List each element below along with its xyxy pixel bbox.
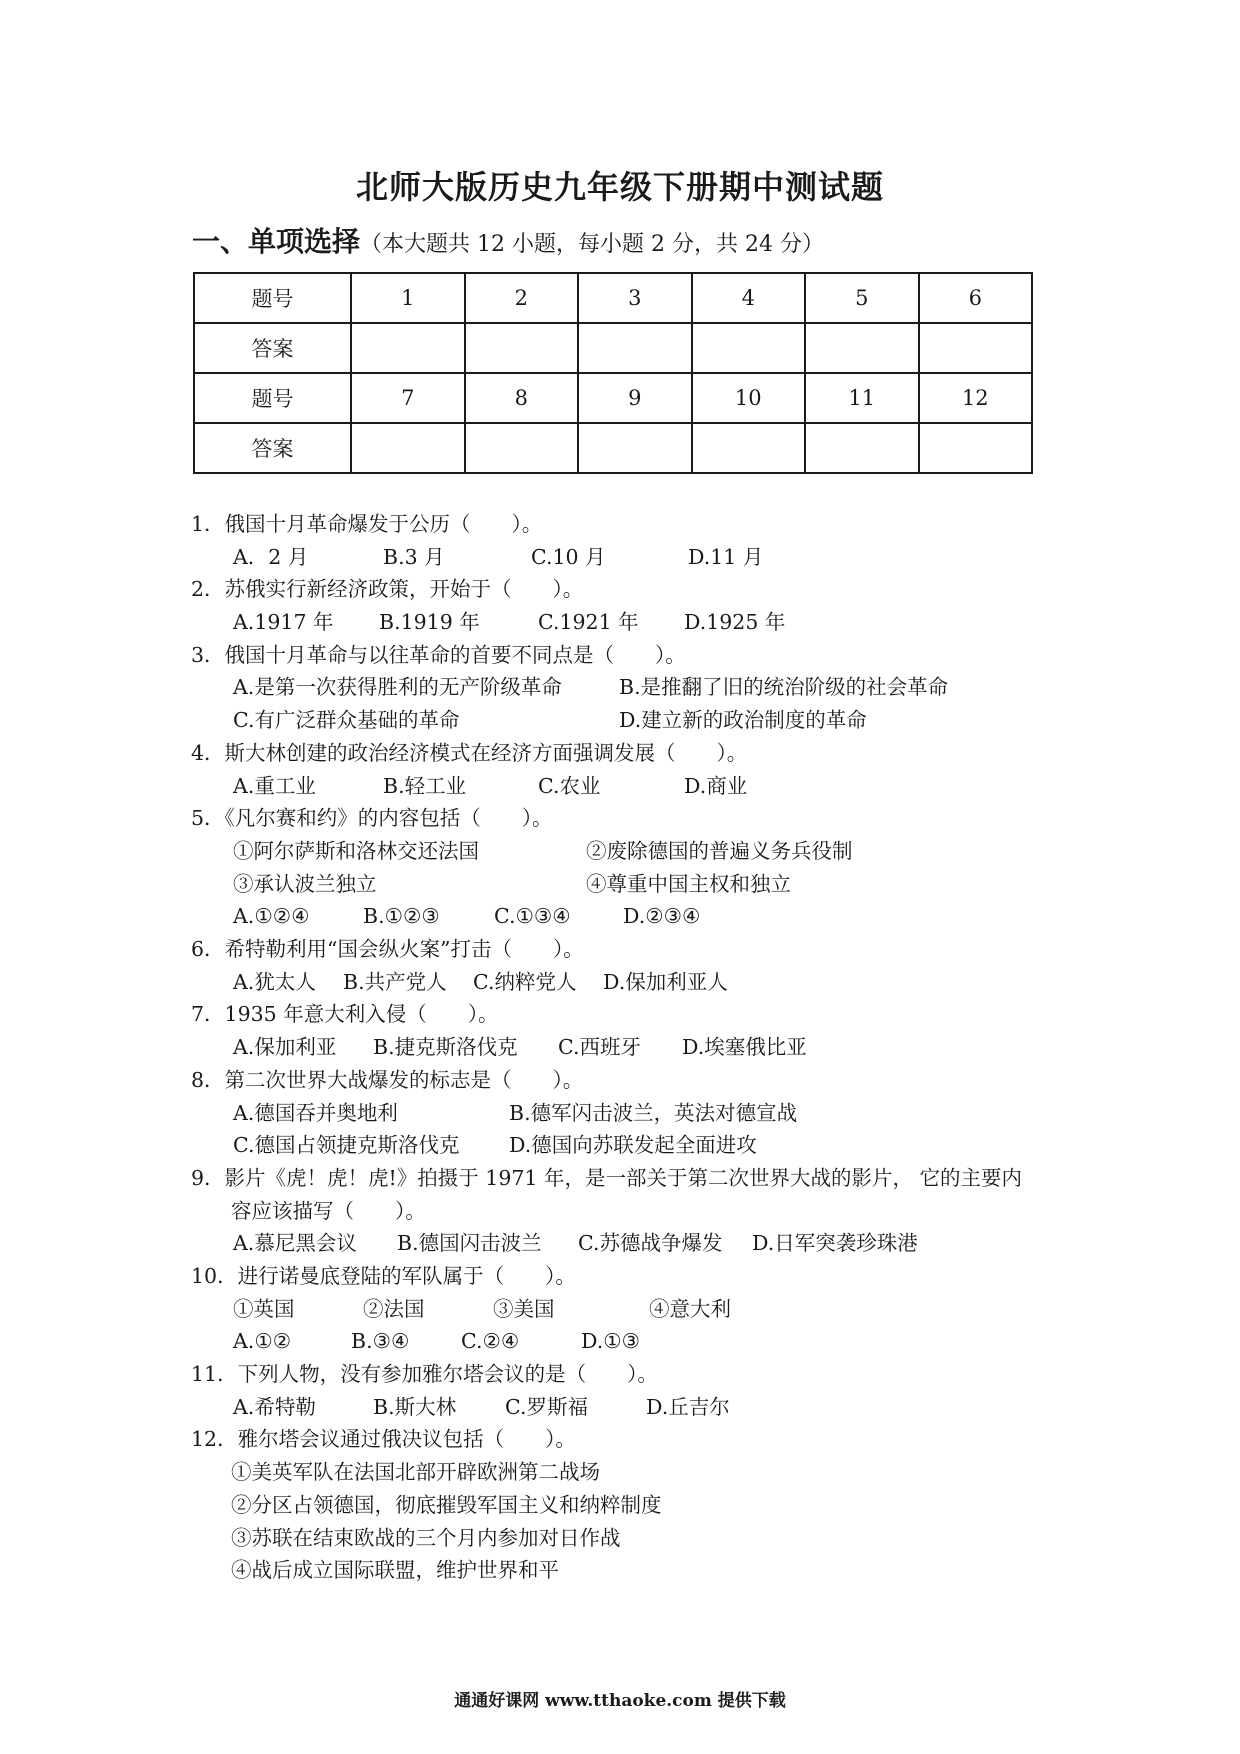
answer-cell[interactable] [805, 323, 919, 373]
item-row [191, 868, 1071, 901]
table-cell: 6 [919, 273, 1033, 323]
list-item: ①美英军队在法国北部开辟欧洲第二战场 [231, 1460, 600, 1485]
answer-cell[interactable] [578, 323, 692, 373]
option-a: A.德国吞并奥地利 [233, 1100, 398, 1125]
option-row [191, 1097, 1071, 1130]
footer-text: 通通好课网 www.tthaoke.com 提供下载 [454, 1691, 786, 1711]
page-title: 北师大版历史九年级下册期中测试题 [355, 168, 884, 206]
answer-cell[interactable] [465, 423, 579, 473]
option-a: A.犹太人 [233, 969, 316, 994]
option-b: B.共产党人 [343, 969, 447, 994]
option-row [191, 1391, 1071, 1424]
option-d: D.保加利亚人 [603, 969, 728, 994]
option-d: D.11 月 [688, 544, 764, 569]
answer-cell[interactable] [919, 323, 1033, 373]
table-cell: 8 [465, 373, 579, 423]
question-stem: 11．下列人物，没有参加雅尔塔会议的是（ ）。 [191, 1362, 658, 1387]
option-b: B.是推翻了旧的统治阶级的社会革命 [619, 675, 949, 700]
option-b: B.斯大林 [373, 1394, 457, 1419]
table-cell: 7 [351, 373, 465, 423]
option-a: A.慕尼黑会议 [233, 1231, 357, 1256]
table-row [194, 423, 1032, 473]
option-a: A.重工业 [233, 773, 316, 798]
item-row [191, 835, 1071, 868]
option-b: B.捷克斯洛伐克 [373, 1035, 518, 1060]
table-cell: 12 [919, 373, 1033, 423]
option-a: A.保加利亚 [233, 1035, 337, 1060]
option-a: A.①②④ [233, 904, 310, 929]
answer-cell[interactable] [351, 323, 465, 373]
option-a: A.希特勒 [233, 1394, 316, 1419]
table-cell: 1 [351, 273, 465, 323]
table-cell: 4 [692, 273, 806, 323]
list-item: ①阿尔萨斯和洛林交还法国 [233, 838, 479, 863]
question-stem: 7．1935 年意大利入侵（ ）。 [191, 1002, 499, 1027]
answer-cell[interactable] [578, 423, 692, 473]
table-cell: 10 [692, 373, 806, 423]
answer-cell[interactable] [692, 323, 806, 373]
option-d: D.丘吉尔 [646, 1394, 730, 1419]
option-row [191, 1325, 1071, 1358]
option-row [191, 606, 1071, 639]
option-c: C.德国占领捷克斯洛伐克 [233, 1133, 460, 1158]
table-cell: 答案 [194, 423, 351, 473]
option-b: B.3 月 [383, 544, 445, 569]
option-b: B.轻工业 [383, 773, 467, 798]
question-stem: 12．雅尔塔会议通过俄决议包括（ ）。 [191, 1427, 576, 1452]
list-item: ④战后成立国际联盟，维护世界和平 [231, 1558, 559, 1583]
option-d: D.②③④ [623, 904, 701, 929]
table-cell: 5 [805, 273, 919, 323]
item-row [191, 1293, 1071, 1326]
option-row [191, 541, 1071, 574]
question-stem: 3．俄国十月革命与以往革命的首要不同点是（ ）。 [191, 642, 686, 667]
answer-cell[interactable] [919, 423, 1033, 473]
option-c: C.10 月 [531, 544, 606, 569]
option-d: D.商业 [684, 773, 748, 798]
option-row [191, 1227, 1071, 1260]
list-item: ④尊重中国主权和独立 [586, 871, 791, 896]
list-item: ③承认波兰独立 [233, 871, 377, 896]
option-c: C.①③④ [494, 904, 571, 929]
option-d: D.日军突袭珍珠港 [752, 1231, 918, 1256]
list-item: ④意大利 [649, 1296, 731, 1321]
option-c: C.1921 年 [538, 610, 639, 635]
question-stem: 9．影片《虎！虎！虎!》拍摄于 1971 年，是一部关于第二次世界大战的影片， 它的主要内 [191, 1165, 1022, 1190]
answer-cell[interactable] [465, 323, 579, 373]
option-b: B.①②③ [363, 904, 440, 929]
question-stem: 4．斯大林创建的政治经济模式在经济方面强调发展（ ）。 [191, 740, 748, 765]
option-row [191, 900, 1071, 933]
list-item: ②法国 [363, 1296, 425, 1321]
question-stem: 5．《凡尔赛和约》的内容包括（ ）。 [191, 806, 553, 831]
table-cell: 11 [805, 373, 919, 423]
table-cell: 题号 [194, 273, 351, 323]
option-c: C.纳粹党人 [473, 969, 577, 994]
option-b: B.德国闪击波兰 [397, 1231, 542, 1256]
option-b: B.③④ [351, 1329, 410, 1354]
table-cell: 3 [578, 273, 692, 323]
option-row [191, 966, 1071, 999]
table-cell: 答案 [194, 323, 351, 373]
answer-cell[interactable] [351, 423, 465, 473]
option-row [191, 671, 1071, 704]
option-c: C.有广泛群众基础的革命 [233, 708, 460, 733]
list-item: ③美国 [493, 1296, 555, 1321]
question-list [191, 508, 1071, 1587]
list-item: ③苏联在结束欧战的三个月内参加对日作战 [231, 1525, 621, 1550]
option-c: C.西班牙 [558, 1035, 641, 1060]
option-d: D.德国向苏联发起全面进攻 [509, 1133, 757, 1158]
question-stem: 1．俄国十月革命爆发于公历（ ）。 [191, 512, 543, 536]
option-d: D.①③ [581, 1329, 640, 1354]
option-c: C.罗斯福 [505, 1394, 588, 1419]
list-item: ②废除德国的普遍义务兵役制 [586, 838, 853, 863]
list-item: ①英国 [233, 1296, 295, 1321]
option-row [191, 770, 1071, 803]
option-c: C.苏德战争爆发 [578, 1231, 723, 1256]
option-c: C.农业 [538, 773, 601, 798]
answer-cell[interactable] [692, 423, 806, 473]
option-row [191, 704, 1071, 737]
answer-table [193, 272, 1033, 474]
section-heading: 一、单项选择 [192, 225, 361, 258]
question-stem: 2．苏俄实行新经济政策，开始于（ ）。 [191, 577, 584, 602]
option-row [191, 1031, 1071, 1064]
option-d: D.1925 年 [684, 610, 786, 635]
option-a: A.1917 年 [233, 610, 334, 635]
question-stem: 10．进行诺曼底登陆的军队属于（ ）。 [191, 1263, 576, 1288]
option-c: C.②④ [461, 1329, 520, 1354]
table-cell: 题号 [194, 373, 351, 423]
table-cell: 9 [578, 373, 692, 423]
section-header [192, 220, 824, 260]
option-d: D.埃塞俄比亚 [682, 1035, 807, 1060]
table-row [194, 373, 1032, 423]
question-stem: 8．第二次世界大战爆发的标志是（ ）。 [191, 1067, 584, 1092]
list-item: ②分区占领德国，彻底摧毁军国主义和纳粹制度 [231, 1492, 662, 1517]
option-a: A.是第一次获得胜利的无产阶级革命 [233, 675, 562, 700]
option-b: B.1919 年 [379, 610, 480, 635]
option-a: A.①② [233, 1329, 292, 1354]
table-cell: 2 [465, 273, 579, 323]
answer-cell[interactable] [805, 423, 919, 473]
question-stem-continued: 容应该描写（ ）。 [231, 1198, 426, 1223]
table-row [194, 323, 1032, 373]
option-d: D.建立新的政治制度的革命 [619, 708, 867, 733]
option-a: A．2 月 [233, 544, 309, 569]
option-b: B.德军闪击波兰，英法对德宣战 [509, 1100, 798, 1125]
question-stem: 6．希特勒利用“国会纵火案”打击（ ）。 [191, 937, 584, 962]
option-row [191, 1129, 1071, 1162]
section-note: （本大题共 12 小题，每小题 2 分，共 24 分） [360, 232, 824, 257]
table-row [194, 273, 1032, 323]
